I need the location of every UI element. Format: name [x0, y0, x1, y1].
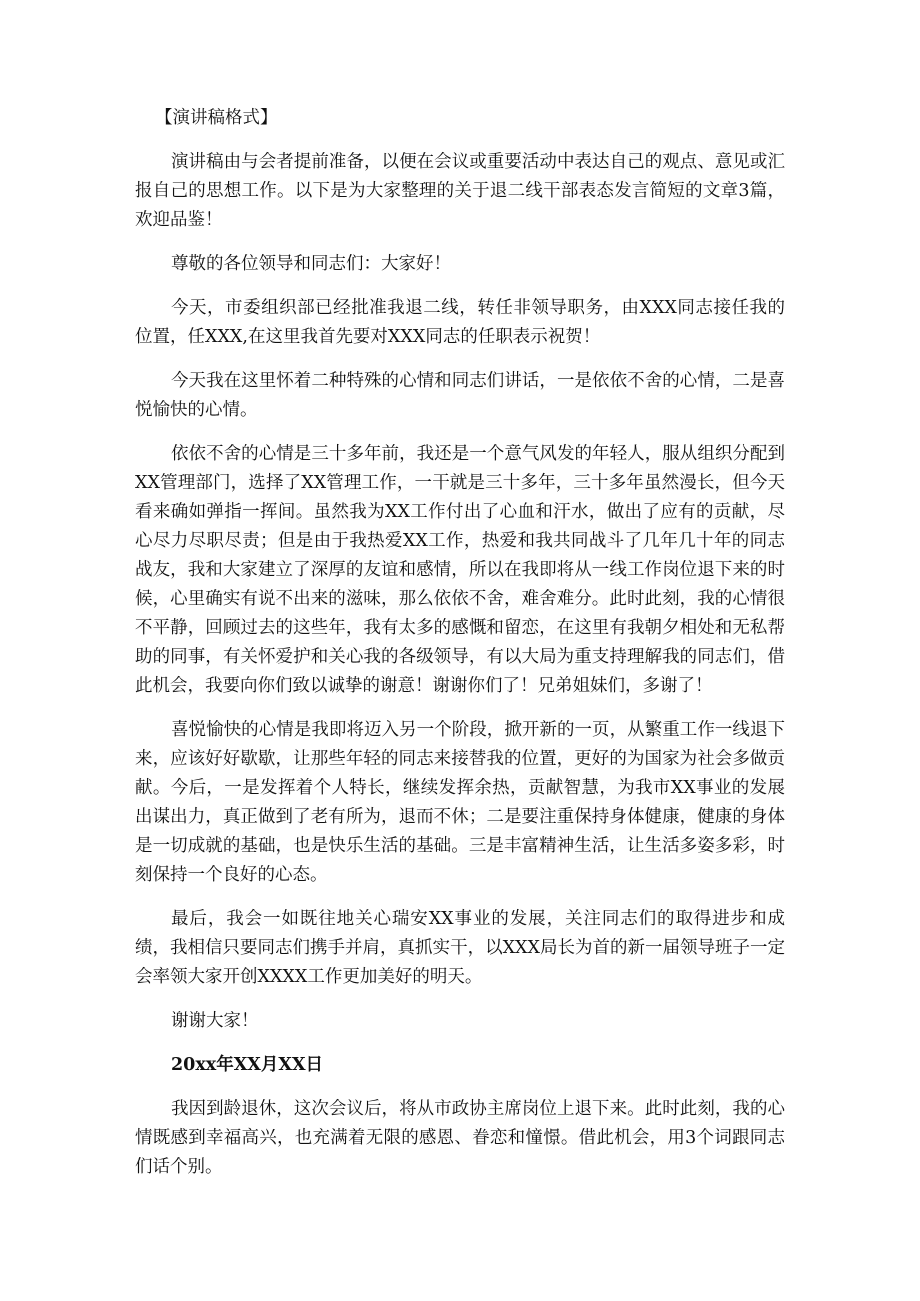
- greeting-paragraph: 尊敬的各位领导和同志们：大家好！: [171, 254, 451, 274]
- date-line: 20xx年XX月XX日: [171, 1055, 324, 1075]
- document-heading: 【演讲稿格式】: [155, 108, 278, 128]
- thanks-paragraph: 谢谢大家！: [171, 1011, 259, 1031]
- document-body: [135, 104, 785, 1197]
- feelings-intro-paragraph: 今天我在这里怀着二种特殊的心情和同志们讲话，一是依依不舍的心情，二是喜悦愉快的心情。: [135, 371, 785, 420]
- reluctance-paragraph: 依依不舍的心情是三十多年前，我还是一个意气风发的年轻人，服从组织分配到XX管理部门，选择了XX管理工作，一干就是三十多年，三十多年虽然漫长，但今天看来确如弹指一挥间。虽然我为XX工作付出了心血和汗水，做出了应有的贡献，尽心尽力尽职尽责；但是由于我热爱XX工作，热爱和我共同战斗了几年几十年的同志战友，我和大家建立了深厚的友谊和感情，所以在我即将从一线工作岗位退下来的时候，心里确实有说不出来的滋味，那么依依不舍，难舍难分。此时此刻，我的心情很不平静，回顾过去的这些年，我有太多的感慨和留恋，在这里有我朝夕相处和无私帮助的同事，有关怀爱护和关心我的各级领导，有以大局为重支持理解我的同志们，借此机会，我要向你们致以诚挚的谢意！谢谢你们了！兄弟姐妹们，多谢了！: [135, 444, 785, 696]
- intro-paragraph: 演讲稿由与会者提前准备，以便在会议或重要活动中表达自己的观点、意见或汇报自己的思想工作。以下是为大家整理的关于退二线干部表态发言简短的文章3篇，欢迎品鉴！: [135, 152, 785, 230]
- closing-paragraph: 最后，我会一如既往地关心瑞安XX事业的发展，关注同志们的取得进步和成绩，我相信只要同志们携手并肩，真抓实干，以XXX局长为首的新一届领导班子一定会率领大家开创XXXX工作更加美好的明天。: [135, 909, 785, 987]
- second-speech-paragraph: 我因到龄退休，这次会议后，将从市政协主席岗位上退下来。此时此刻，我的心情既感到幸福高兴，也充满着无限的感恩、眷恋和憧憬。借此机会，用3个词跟同志们话个别。: [135, 1099, 785, 1177]
- joy-paragraph: 喜悦愉快的心情是我即将迈入另一个阶段，掀开新的一页，从繁重工作一线退下来，应该好好歇歇，让那些年轻的同志来接替我的位置，更好的为国家为社会多做贡献。今后，一是发挥着个人特长，继续发挥余热，贡献智慧，为我市XX事业的发展出谋出力，真正做到了老有所为，退而不休；二是要注重保持身体健康，健康的身体是一切成就的基础，也是快乐生活的基础。三是丰富精神生活，让生活多姿多彩，时刻保持一个良好的心态。: [135, 720, 785, 885]
- announcement-paragraph: 今天，市委组织部已经批准我退二线，转任非领导职务，由XXX同志接任我的位置，任XXX,在这里我首先要对XXX同志的任职表示祝贺！: [135, 298, 785, 347]
